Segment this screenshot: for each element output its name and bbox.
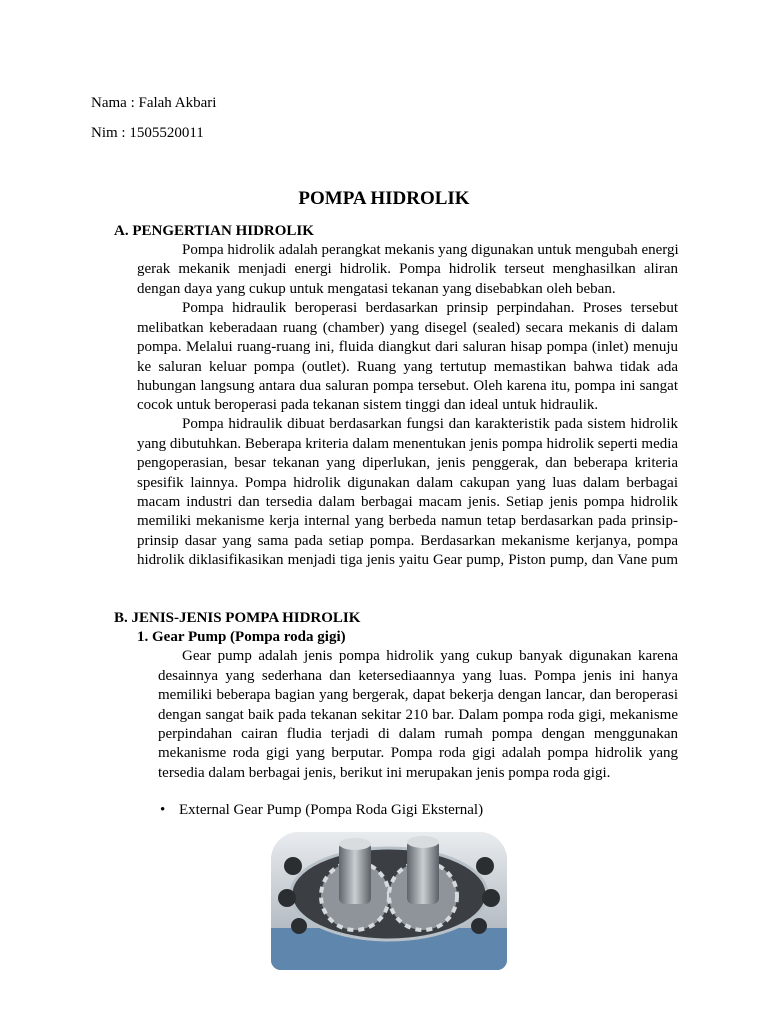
paragraph-line: perpindahan cairan fludia terjadi di dalam rumah pompa dengan menggunakan [158, 726, 678, 742]
paragraph-line: mekanisme roda gigi yang berputar. Pompa roda gigi adalah pompa hidrolik yang [158, 745, 678, 761]
paragraph-line: macam industri dan tersedia dalam berbagai macam jenis. Setiap jenis pompa hidrolik [137, 494, 678, 510]
gear-pump-illustration [271, 832, 507, 970]
paragraph-line: melibatkan keberadaan ruang (chamber) yang disegel (sealed) secara mekanis di dalam [137, 320, 678, 336]
gear-pump-photo [271, 832, 507, 970]
paragraph-line: Pompa hidrolik adalah perangkat mekanis yang digunakan untuk mengubah energi [182, 242, 679, 258]
paragraph-line: hidrolik diklasifikasikan menjadi tiga jenis yaitu Gear pump, Piston pump, dan Vane pum [137, 552, 678, 568]
paragraph-line: pompa. Melalui ruang-ruang ini, fluida diangkut dari saluran hisap pompa (inlet) menuju [137, 339, 678, 355]
gear-pump-heading: 1. Gear Pump (Pompa roda gigi) [137, 629, 346, 645]
paragraph-line: cocok untuk beroperasi pada tekanan sistem tinggi dan ideal untuk hidraulik. [137, 397, 599, 413]
student-name: Nama : Falah Akbari [91, 95, 217, 111]
bullet-icon: • [160, 802, 166, 818]
paragraph-line: dengan sangat baik pada tekanan sekitar 210 bar. Dalam pompa roda gigi, mekanisme [158, 707, 678, 723]
student-nim: Nim : 1505520011 [91, 125, 204, 141]
paragraph-line: desainnya yang sederhana dan ketersediaannya yang luas. Pompa jenis ini hanya [158, 668, 678, 684]
paragraph-line: ke saluran keluar pompa (outlet). Ruang yang tertutup memastikan bahwa tidak ada [137, 359, 678, 375]
paragraph-line: Gear pump adalah jenis pompa hidrolik yang cukup banyak digunakan karena [182, 648, 678, 664]
document-title: POMPA HIDROLIK [298, 188, 470, 209]
bullet-item: External Gear Pump (Pompa Roda Gigi Eksternal) [179, 802, 484, 818]
paragraph-line: Pompa hidraulik dibuat berdasarkan fungsi dan karakteristik pada sistem hidrolik [182, 416, 678, 432]
paragraph-line: memiliki beberapa bagian yang bergerak, dapat bekerja dengan lancar, dan beroperasi [158, 687, 678, 703]
paragraph-line: dengan daya yang cukup untuk mengatasi tekanan yang disebabkan oleh beban. [137, 281, 616, 297]
paragraph-line: yang dibutuhkan. Beberapa kriteria dalam menentukan jenis pompa hidrolik seperti media [137, 436, 679, 452]
paragraph-line: Pompa hidraulik beroperasi berdasarkan prinsip perpindahan. Proses tersebut [182, 300, 678, 316]
section-a-heading: A. PENGERTIAN HIDROLIK [114, 223, 314, 239]
paragraph-line: prinsip dasar yang sama pada setiap pompa. Berdasarkan mekanisme kerjanya, pompa [137, 533, 678, 549]
paragraph-line: tersedia dalam berbagai jenis, berikut ini merupakan jenis pompa roda gigi. [158, 765, 611, 781]
paragraph-line: spesifik lainnya. Pompa hidrolik digunakan dalam cakupan yang luas dalam berbagai [137, 475, 678, 491]
paragraph-line: memiliki mekanisme kerja internal yang berbeda namun tetap berdasarkan pada prinsip- [137, 513, 678, 529]
paragraph-line: hubungan langsung antara dua saluran pompa tersebut. Oleh karena itu, pompa ini sangat [137, 378, 678, 394]
paragraph-line: gerak mekanik menjadi energi hidrolik. Pompa hidrolik terseut menghasilkan aliran [137, 261, 678, 277]
section-b-heading: B. JENIS-JENIS POMPA HIDROLIK [114, 610, 361, 626]
paragraph-line: pengoperasian, besar tekanan yang diperlukan, jenis penggerak, dan beberapa kriteria [137, 455, 678, 471]
